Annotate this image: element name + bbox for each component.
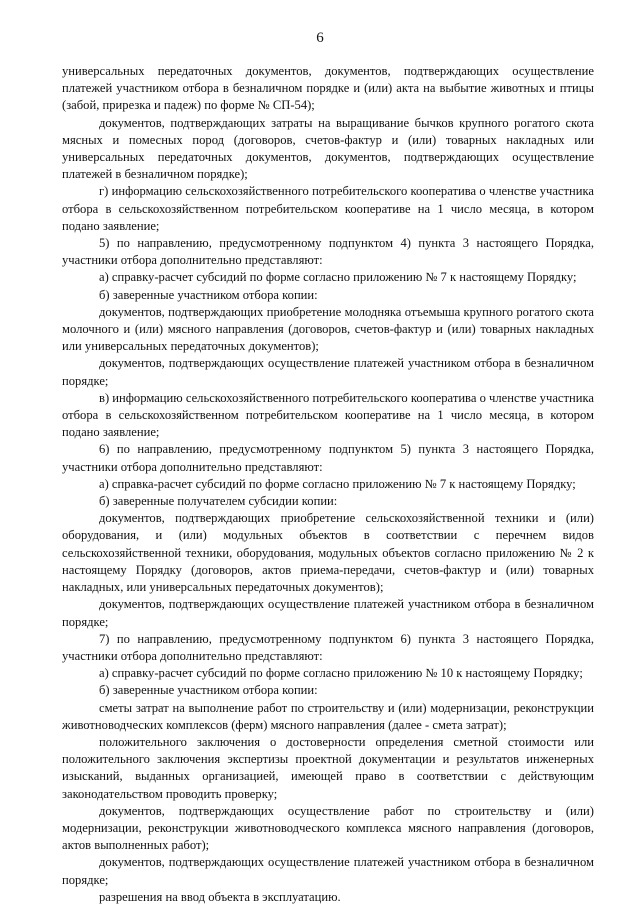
- paragraph: а) справку-расчет субсидий по форме согласно приложению № 7 к настоящему Порядку;: [99, 270, 577, 285]
- paragraph: б) заверенные участником отбора копии:: [99, 683, 318, 698]
- paragraph: документов, подтверждающих затраты на выращивание бычков крупного рогатого скота мясных и помесных пород (договоров, счетов-фактур и (или) товарных накладных или универсальных передаточных документов, документов, подтверждающих осуществление платежей в безналичном порядке);: [62, 115, 594, 182]
- paragraph: а) справка-расчет субсидий по форме согласно приложению № 7 к настоящему Порядку;: [99, 476, 576, 491]
- paragraph: 6) по направлению, предусмотренному подпунктом 5) пункта 3 настоящего Порядка, участники отбора дополнительно представляют:: [62, 442, 594, 474]
- page-number: 6: [316, 30, 324, 46]
- paragraph: документов, подтверждающих осуществление работ по строительству и (или) модернизации, реконструкции животноводческого комплекса мясного направления (договоров, актов выполненных работ);: [62, 803, 594, 853]
- document-body: [62, 63, 594, 906]
- paragraph: документов, подтверждающих осуществление платежей участником отбора в безналичном порядке;: [62, 855, 594, 887]
- paragraph: положительного заключения о достоверности определения сметной стоимости или положительного заключения экспертизы проектной документации и результатов инженерных изысканий, выданных организацией, имеющей право в соответствии с действующим законодательством проводить проверку;: [62, 734, 594, 801]
- paragraph: г) информацию сельскохозяйственного потребительского кооператива о членстве участника отбора в сельскохозяйственном потребительском кооперативе на 1 число месяца, в котором подано заявление;: [62, 184, 594, 233]
- paragraph: документов, подтверждающих приобретение молодняка отъемыша крупного рогатого скота молочного и (или) мясного направления (договоров, счетов-фактур и (или) товарных накладных или универсальных передаточных документов);: [62, 304, 594, 354]
- paragraph: сметы затрат на выполнение работ по строительству и (или) модернизации, реконструкции животноводческих комплексов (ферм) мясного направления (далее - смета затрат);: [62, 700, 594, 732]
- paragraph: в) информацию сельскохозяйственного потребительского кооператива о членстве участника отбора в сельскохозяйственном потребительском кооперативе на 1 число месяца, в котором подано заявление;: [62, 390, 594, 440]
- paragraph: документов, подтверждающих осуществление платежей участником отбора в безналичном порядке;: [62, 356, 594, 388]
- paragraph: 7) по направлению, предусмотренному подпунктом 6) пункта 3 настоящего Порядка, участники отбора дополнительно представляют:: [62, 631, 594, 663]
- paragraph: универсальных передаточных документов, документов, подтверждающих осуществление платежей участником отбора в безналичном порядке и (или) акта на выбытие животных и птицы (забой, прирезка и падеж) по форме № СП-54);: [62, 64, 594, 113]
- paragraph: б) заверенные получателем субсидии копии:: [99, 494, 338, 509]
- paragraph: а) справку-расчет субсидий по форме согласно приложению № 10 к настоящему Порядку;: [99, 666, 583, 681]
- paragraph: документов, подтверждающих приобретение сельскохозяйственной техники и (или) оборудования, и (или) модульных объектов в соответствии с перечнем видов сельскохозяйственной техники, оборудования, модульных объектов согласно приложению № 2 к настоящему Порядку (договоров, актов приема-передачи, счетов-фактур и (или) товарных накладных, или универсальных передаточных документов);: [62, 511, 594, 595]
- paragraph: документов, подтверждающих осуществление платежей участником отбора в безналичном порядке;: [62, 597, 594, 629]
- paragraph: 5) по направлению, предусмотренному подпунктом 4) пункта 3 настоящего Порядка, участники отбора дополнительно представляют:: [62, 236, 594, 268]
- paragraph: разрешения на ввод объекта в эксплуатацию.: [99, 889, 341, 904]
- paragraph: б) заверенные участником отбора копии:: [99, 287, 318, 302]
